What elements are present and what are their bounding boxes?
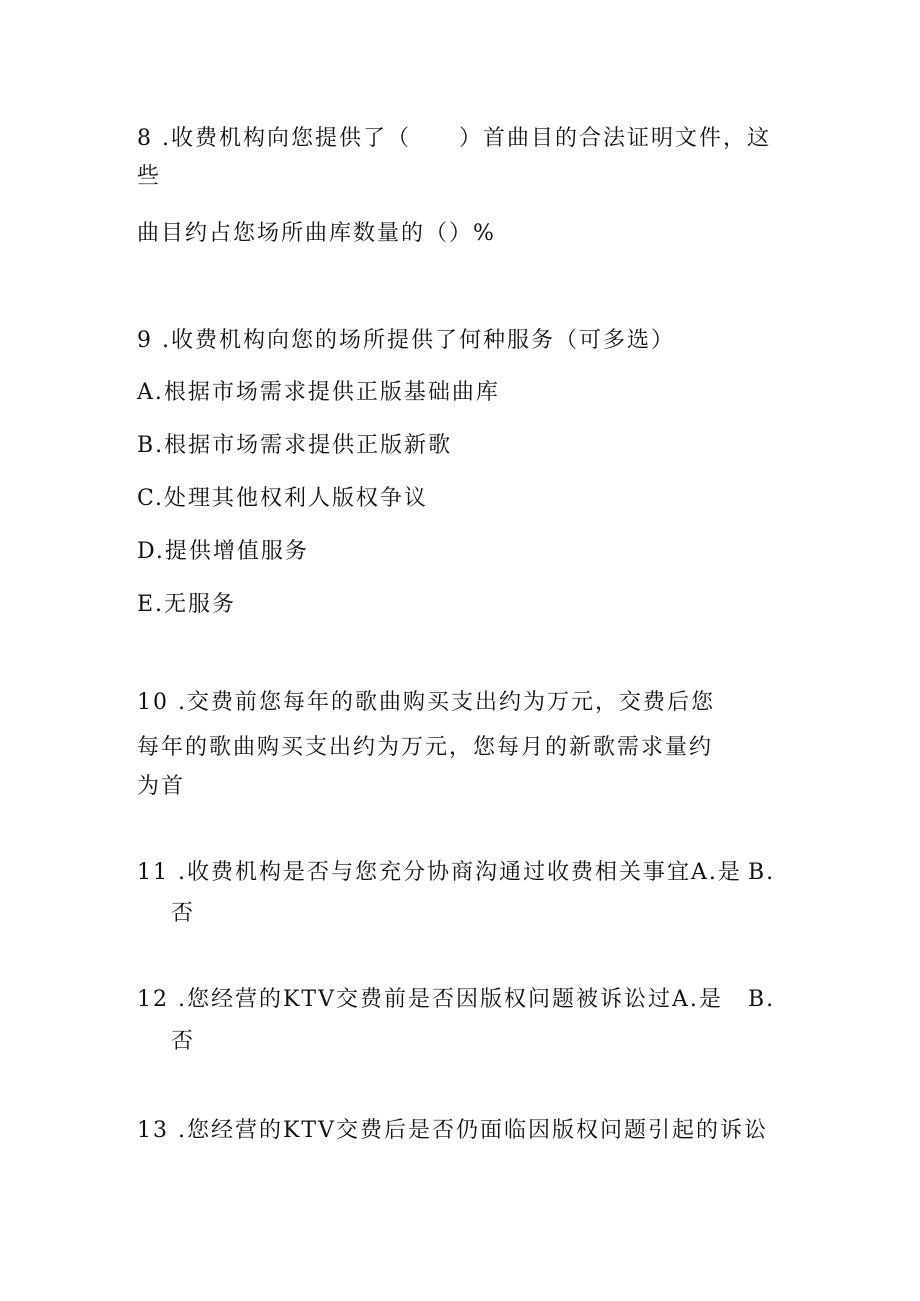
question-10-number: 10 — [137, 690, 169, 715]
question-13-line-1 — [137, 1117, 768, 1145]
question-12-number: 12 — [137, 987, 169, 1012]
question-8-line-2: 些 — [137, 164, 162, 189]
question-12-text: .您经营的KTV交费前是否因版权问题被诉讼过A.是 — [178, 987, 723, 1012]
question-9-option-a: A.根据市场需求提供正版基础曲库 — [137, 380, 500, 405]
question-10-line-3: 为首 — [137, 774, 186, 799]
question-11-text: .收费机构是否与您充分协商沟通过收费相关事宜A.是 — [178, 860, 742, 885]
question-9-option-d: D.提供增值服务 — [137, 539, 309, 564]
question-9-line-1 — [137, 327, 675, 355]
question-11-line-1 — [137, 859, 742, 887]
question-8-line-3: 曲目约占您场所曲库数量的（）% — [137, 221, 496, 246]
question-9-option-b: B.根据市场需求提供正版新歌 — [137, 433, 453, 458]
question-12-line-1 — [137, 986, 723, 1014]
question-10-line-2: 每年的歌曲购买支出约为万元，您每月的新歌需求量约 — [137, 735, 714, 760]
question-11-option-b: B. — [748, 860, 776, 885]
question-12-line-2: 否 — [171, 1029, 196, 1054]
question-11-line-2: 否 — [171, 901, 196, 926]
question-10-text: .交费前您每年的歌曲购买支出约为万元，交费后您 — [178, 690, 715, 715]
question-9-option-c: C.处理其他权利人版权争议 — [137, 486, 429, 511]
question-8-text: .收费机构向您提供了（ ）首曲目的合法证明文件，这 — [162, 126, 771, 151]
question-13-number: 13 — [137, 1118, 169, 1143]
question-11-number: 11 — [137, 860, 169, 885]
question-12-option-b: B. — [748, 987, 776, 1012]
question-9-text: .收费机构向您的场所提供了何种服务（可多选） — [162, 328, 675, 353]
question-13-text: .您经营的KTV交费后是否仍面临因版权问题引起的诉讼 — [178, 1118, 768, 1143]
question-9-number: 9 — [137, 328, 153, 353]
question-10-line-1 — [137, 689, 715, 717]
question-8-number: 8 — [137, 126, 153, 151]
question-8-line-1 — [137, 125, 771, 153]
question-9-option-e: E.无服务 — [137, 592, 237, 617]
